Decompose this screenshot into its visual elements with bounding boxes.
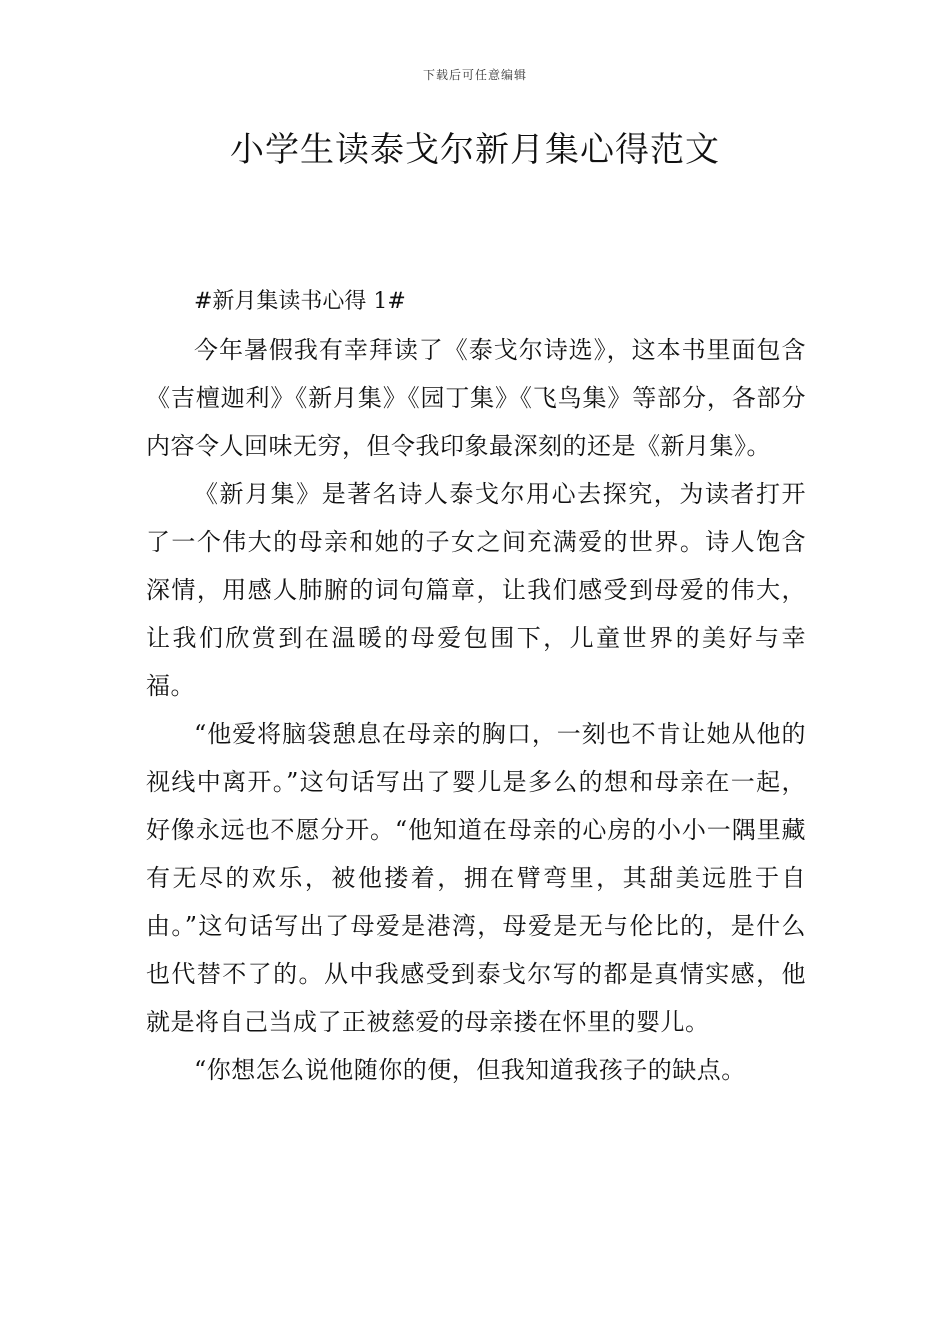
paragraph: 今年暑假我有幸拜读了《泰戈尔诗选》，这本书里面包含《吉檀迦利》《新月集》《园丁集》《飞鸟集》等部分，各部分内容令人回味无穷，但令我印象最深刻的还是《新月集》。	[146, 336, 806, 460]
paragraph: “他爱将脑袋憩息在母亲的胸口，一刻也不肯让她从他的视线中离开。”这句话写出了婴儿是多么的想和母亲在一起，好像永远也不愿分开。“他知道在母亲的心房的小小一隅里藏有无尽的欢乐，被他搂着，拥在臂弯里，其甜美远胜于自由。”这句话写出了母爱是港湾，母爱是无与伦比的，是什么也代替不了的。从中我感受到泰戈尔写的都是真情实感，他就是将自己当成了正被慈爱的母亲搂在怀里的婴儿。	[146, 720, 806, 1036]
paragraph: “你想怎么说他随你的便，但我知道我孩子的缺点。	[194, 1056, 746, 1084]
paragraph: 《新月集》是著名诗人泰戈尔用心去探究，为读者打开了一个伟大的母亲和她的子女之间充满爱的世界。诗人饱含深情，用感人肺腑的词句篇章，让我们感受到母爱的伟大，让我们欣赏到在温暖的母爱包围下，儿童世界的美好与幸福。	[146, 480, 806, 700]
document-title: 小学生读泰戈尔新月集心得范文	[230, 130, 720, 170]
section-heading: #新月集读书心得 1#	[194, 289, 406, 314]
header-note: 下载后可任意编辑	[422, 68, 527, 82]
document-body	[146, 278, 806, 1094]
